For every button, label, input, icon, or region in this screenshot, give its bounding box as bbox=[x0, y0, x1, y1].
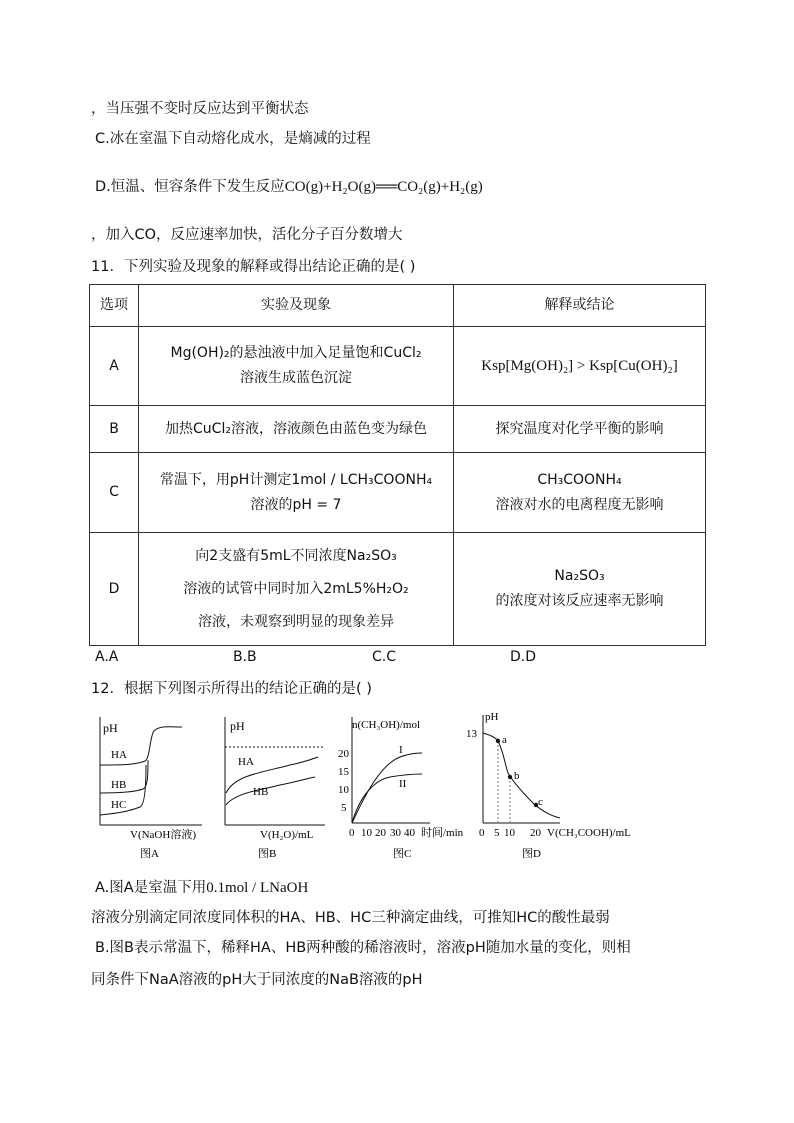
option-a-math: 0.1mol / LNaOH bbox=[206, 880, 309, 896]
curve-ii bbox=[352, 774, 422, 823]
table-row bbox=[90, 406, 706, 453]
ylabel: n(CH₃OH)/mol bbox=[352, 719, 420, 731]
point-b bbox=[508, 775, 512, 779]
option-b-line-2: 同条件下NaA溶液的pH大于同浓度的NaB溶液的pH bbox=[91, 972, 423, 988]
xtick-10: 10 bbox=[361, 827, 372, 839]
ph-curve bbox=[483, 733, 560, 818]
experiment-line: 溶液的pH = 7 bbox=[250, 496, 342, 513]
caption: 图B bbox=[258, 848, 277, 860]
conclusion-line: CH₃COONH₄ bbox=[537, 471, 622, 488]
figure-a bbox=[100, 717, 202, 860]
text-line-4: ，加入CO，反应速率加快，活化分子百分数增大 bbox=[91, 227, 403, 243]
curve-hb bbox=[226, 777, 315, 805]
experiment-line: 溶液的试管中同时加入2mL5%H₂O₂ bbox=[183, 580, 409, 597]
xtick-0: 0 bbox=[479, 827, 485, 839]
row-experiment bbox=[139, 453, 454, 533]
option-a: A.A bbox=[95, 649, 119, 665]
row-option: A bbox=[90, 327, 139, 406]
experiment-line: 向2支盛有5mL不同浓度Na₂SO₃ bbox=[195, 547, 397, 564]
option-b-line-1: B.图B表示常温下，稀释HA、HB两种酸的稀溶液时，溶液pH随加水量的变化，则相 bbox=[95, 940, 631, 956]
experiment-line: Mg(OH)₂的悬浊液中加入足量饱和CuCl₂ bbox=[170, 345, 422, 361]
question-11: 11．下列实验及现象的解释或得出结论正确的是( ) bbox=[91, 259, 416, 275]
label-ii: II bbox=[399, 778, 407, 790]
option-d: D.D bbox=[510, 649, 537, 665]
label-ha: HA bbox=[111, 749, 127, 761]
figure-b bbox=[225, 717, 325, 860]
caption: 图D bbox=[522, 848, 541, 860]
option-d-prefix: D.恒温、恒容条件下发生反应 bbox=[95, 179, 285, 195]
figure-c bbox=[338, 717, 464, 860]
ylabel: pH bbox=[230, 719, 245, 733]
ylabel: pH bbox=[485, 711, 499, 723]
row-conclusion bbox=[454, 533, 706, 646]
row-experiment bbox=[139, 327, 454, 406]
ytick-10: 10 bbox=[338, 784, 349, 796]
xtick-30: 30 bbox=[390, 827, 401, 839]
label-b: b bbox=[514, 770, 520, 782]
ytick-15: 15 bbox=[338, 766, 349, 778]
label-c: c bbox=[538, 796, 543, 808]
xlabel: V(H₂O)/mL bbox=[260, 829, 314, 841]
table-row bbox=[90, 327, 706, 406]
label-hb: HB bbox=[111, 779, 127, 791]
label-hc: HC bbox=[111, 799, 127, 811]
ylabel: pH bbox=[103, 721, 118, 735]
reaction-equation: CO(g)+H₂O(g)══CO₂(g)+H₂(g) bbox=[284, 179, 483, 195]
xtick-20: 20 bbox=[530, 827, 541, 839]
conclusion-line: 溶液对水的电离程度无影响 bbox=[495, 496, 664, 513]
header-option: 选项 bbox=[90, 285, 139, 327]
xlabel: V(CH₃COOH)/mL bbox=[547, 827, 631, 839]
label-ha: HA bbox=[238, 756, 254, 768]
conclusion-line: Na₂SO₃ bbox=[554, 568, 605, 584]
table-row bbox=[90, 533, 706, 646]
option-c: C.C bbox=[372, 649, 397, 665]
xtick-20: 20 bbox=[375, 827, 386, 839]
option-c-line: C.冰在室温下自动熔化成水，是熵减的过程 bbox=[95, 131, 371, 147]
row-conclusion: Ksp[Mg(OH)₂] > Ksp[Cu(OH)₂] bbox=[454, 327, 706, 406]
row-conclusion bbox=[454, 453, 706, 533]
text-line-1: ，当压强不变时反应达到平衡状态 bbox=[91, 101, 309, 117]
table-row bbox=[90, 453, 706, 533]
xlabel: V(NaOH溶液) bbox=[130, 829, 196, 841]
ytick-13: 13 bbox=[466, 728, 477, 740]
row-experiment bbox=[139, 533, 454, 646]
row-experiment: 加热CuCl₂溶液，溶液颜色由蓝色变为绿色 bbox=[139, 406, 454, 453]
option-a-prefix: A.图A是室温下用 bbox=[95, 880, 207, 896]
curve-i bbox=[352, 753, 422, 823]
option-a-line-2: 溶液分别滴定同浓度同体积的HA、HB、HC三种滴定曲线，可推知HC的酸性最弱 bbox=[91, 910, 610, 926]
ytick-20: 20 bbox=[338, 748, 349, 760]
experiment-line: 溶液生成蓝色沉淀 bbox=[240, 370, 352, 386]
header-conclusion: 解释或结论 bbox=[454, 285, 706, 327]
xtick-0: 0 bbox=[349, 827, 355, 839]
row-option: C bbox=[90, 453, 139, 533]
experiment-line: 溶液，未观察到明显的现象差异 bbox=[198, 613, 394, 630]
caption: 图A bbox=[140, 848, 159, 860]
xlabel: 时间/min bbox=[421, 827, 464, 839]
question-11-table bbox=[89, 284, 706, 646]
label-i: I bbox=[399, 744, 403, 756]
row-option: B bbox=[90, 406, 139, 453]
xtick-5: 5 bbox=[494, 827, 500, 839]
option-b: B.B bbox=[233, 649, 257, 665]
row-option: D bbox=[90, 533, 139, 646]
point-a bbox=[496, 739, 500, 743]
caption: 图C bbox=[393, 848, 412, 860]
conclusion-line: 的浓度对该反应速率无影响 bbox=[495, 593, 664, 609]
xtick-40: 40 bbox=[404, 827, 415, 839]
header-experiment: 实验及现象 bbox=[139, 285, 454, 327]
table-header-row bbox=[90, 285, 706, 327]
row-conclusion: 探究温度对化学平衡的影响 bbox=[454, 406, 706, 453]
question-12: 12．根据下列图示所得出的结论正确的是( ) bbox=[91, 681, 372, 697]
option-a-line-1 bbox=[95, 876, 308, 897]
experiment-line: 常温下，用pH计测定1mol / LCH₃COONH₄ bbox=[159, 471, 433, 488]
question-12-figures bbox=[90, 705, 660, 865]
figure-d bbox=[466, 711, 631, 860]
ytick-5: 5 bbox=[341, 802, 347, 814]
xtick-10: 10 bbox=[504, 827, 515, 839]
option-d-line bbox=[95, 175, 483, 196]
label-a: a bbox=[502, 734, 507, 746]
label-hb: HB bbox=[253, 786, 269, 798]
